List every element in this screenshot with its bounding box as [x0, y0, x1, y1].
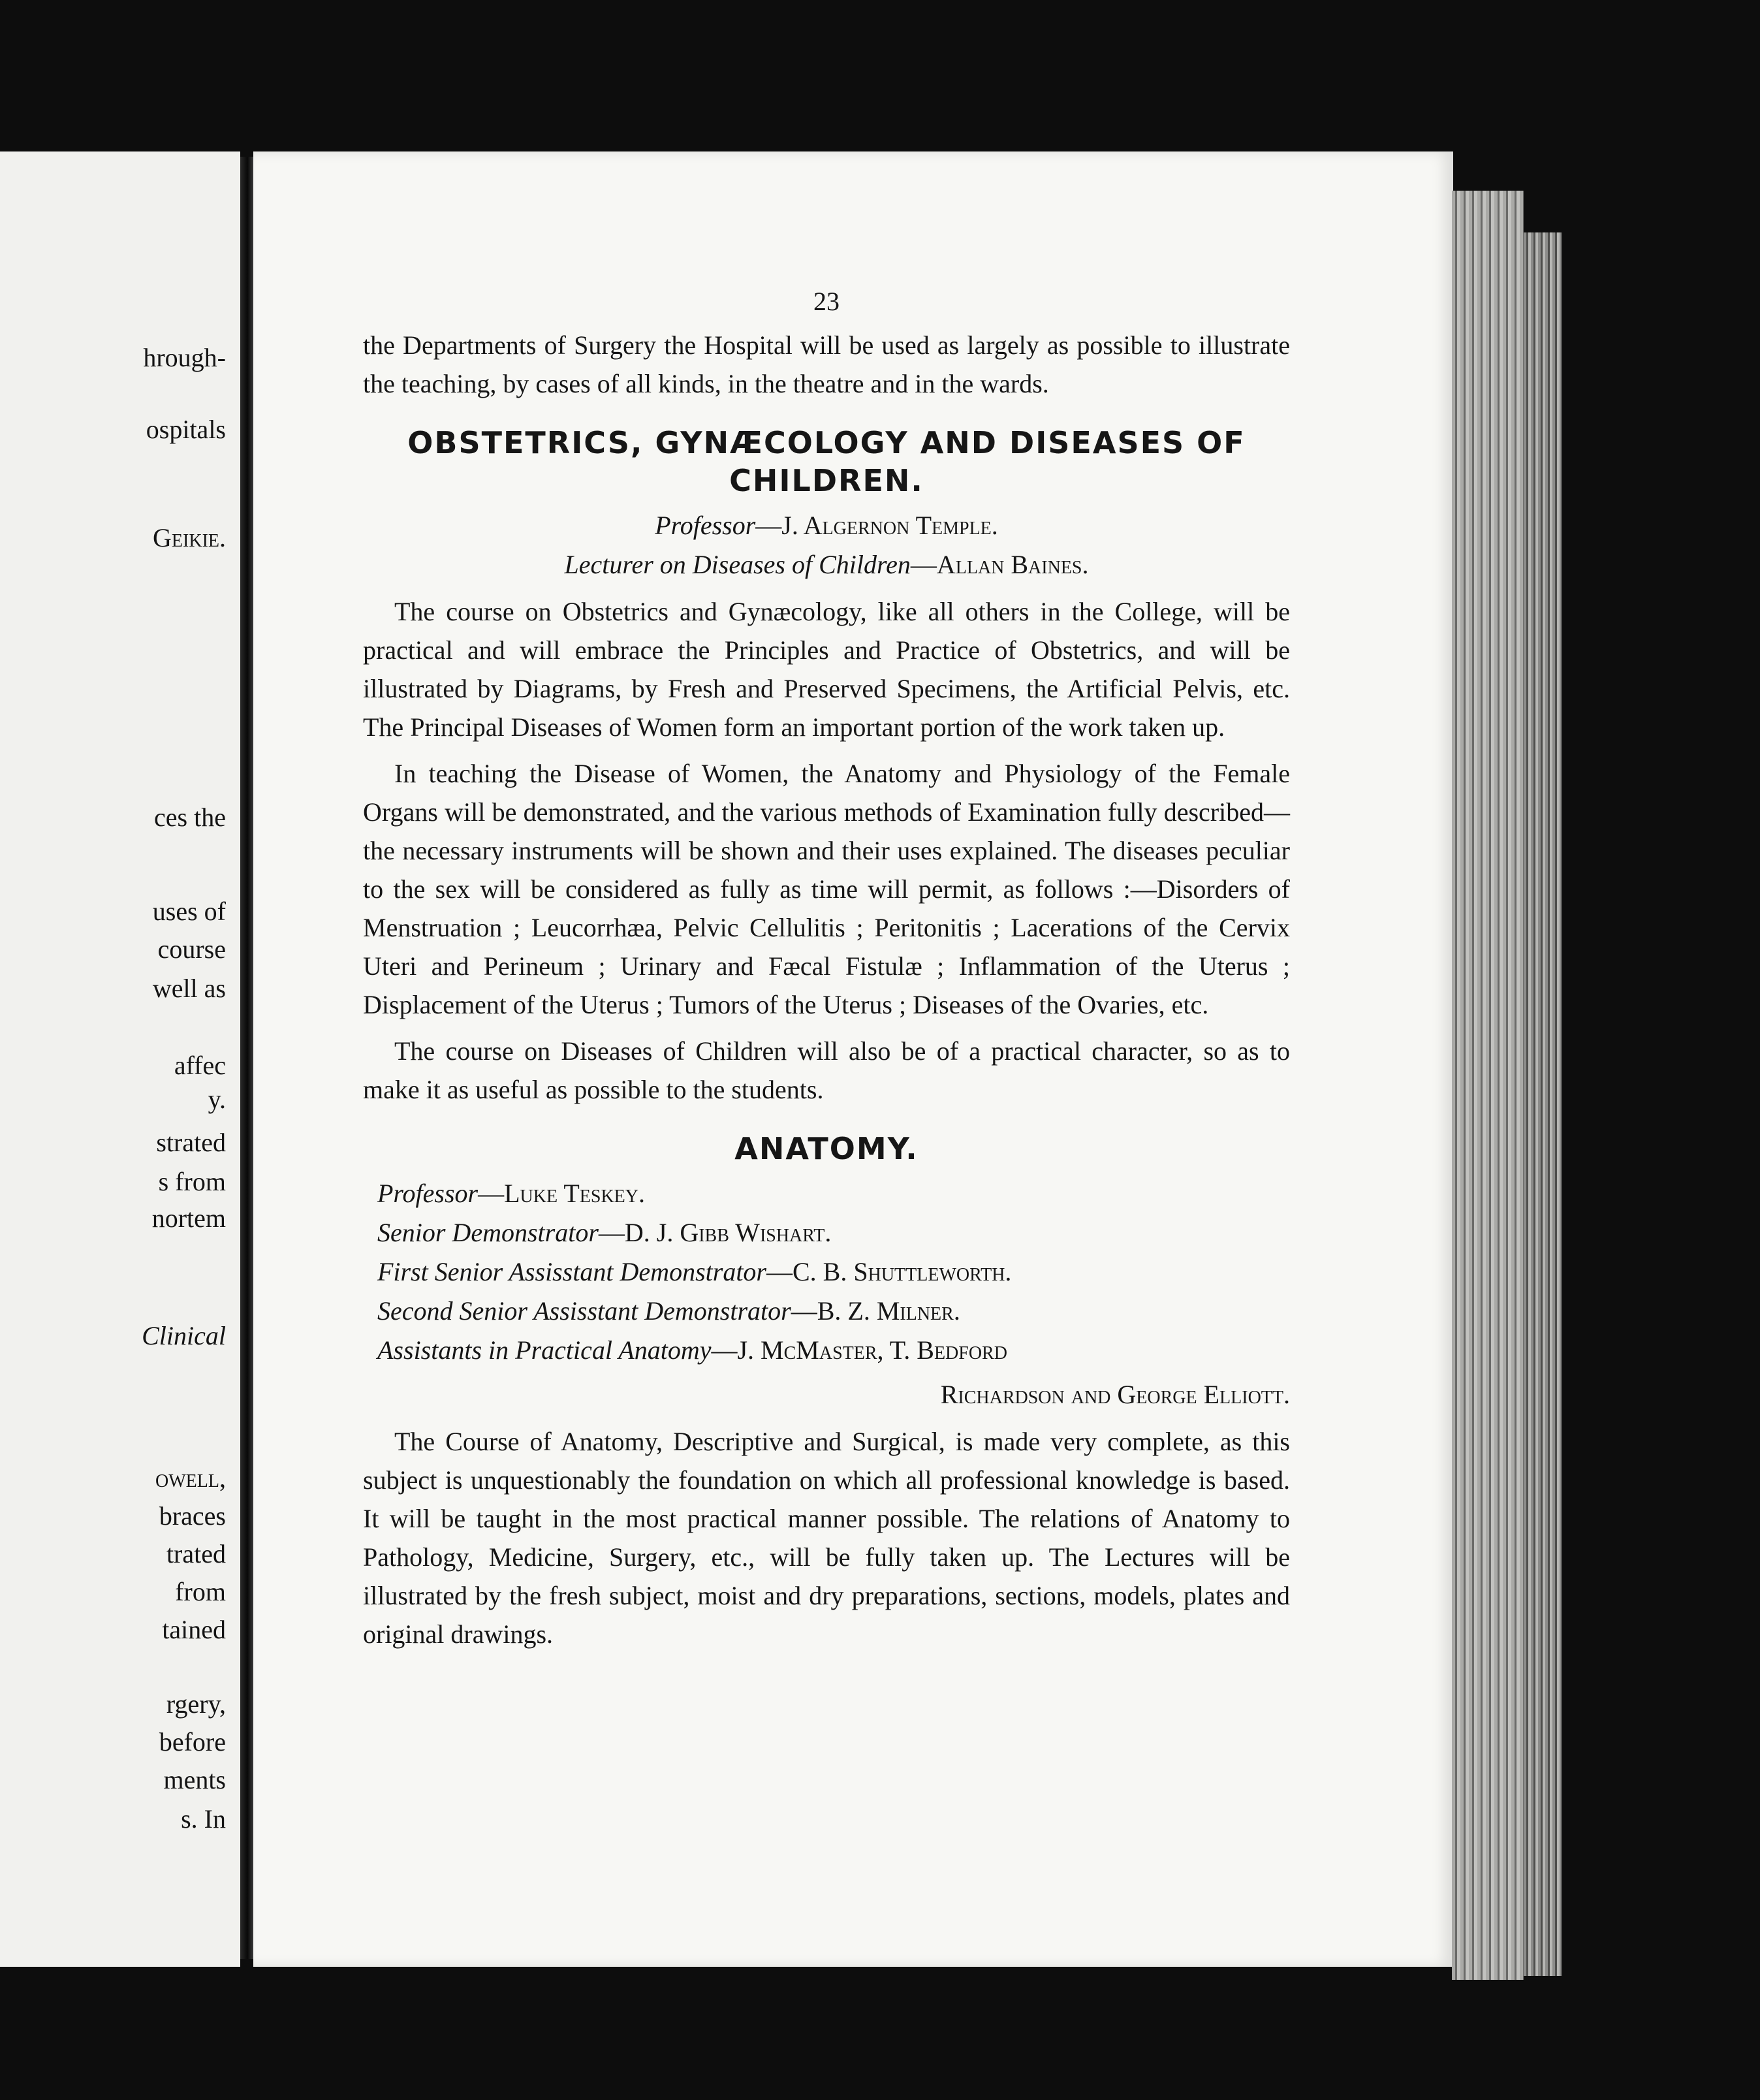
book-gutter [240, 157, 253, 1959]
staff-dash: — [711, 1335, 738, 1365]
page-block-edge-outer [1524, 232, 1562, 1976]
staff-entry [363, 1252, 1290, 1292]
obstetrics-paragraph: The course on Obstetrics and Gynæcology, like all others in the College, will be practical and will embrace the Principles and Practice of Obstetrics, and will be illustrated by Diagrams, by Fresh and Preserved Specimens, the Artificial Pelvis, etc. The Principal Diseases of Women form an important portion of the work taken up. [363, 597, 1290, 742]
anatomy-staff-list [363, 1174, 1290, 1370]
staff-dash: — [598, 1218, 625, 1247]
page-block-edge [1452, 191, 1524, 1980]
staff-dash: — [766, 1257, 793, 1286]
left-page-line: nortem [151, 1203, 226, 1233]
intro-paragraph: the Departments of Surgery the Hospital will be used as largely as possible to illustrate the teaching, by cases of all kinds, in the theatre and in the wards. [363, 330, 1290, 398]
left-page-line: trated [166, 1539, 226, 1568]
left-page-line: s. In [181, 1804, 226, 1834]
staff-role: Professor [377, 1179, 479, 1208]
staff-name: C. B. Shuttleworth. [793, 1257, 1012, 1286]
left-page-line: Geikie. [153, 523, 226, 552]
left-page-line: course [157, 934, 226, 964]
staff-role: Lecturer on Diseases of Children [564, 550, 911, 579]
staff-entry [363, 506, 1290, 545]
obstetrics-body [363, 592, 1290, 1109]
left-page-line: braces [159, 1501, 226, 1531]
staff-entry [363, 1174, 1290, 1213]
staff-role: Senior Demonstrator [377, 1218, 599, 1247]
right-page [253, 151, 1453, 1967]
staff-dash: — [910, 550, 937, 579]
left-page-line: Clinical [142, 1321, 226, 1350]
staff-role: First Senior Assisstant Demonstrator [377, 1257, 766, 1286]
left-page-line: y. [208, 1085, 226, 1114]
staff-entry [363, 1213, 1290, 1252]
staff-dash: — [478, 1179, 505, 1208]
staff-entry [363, 545, 1290, 584]
anatomy-paragraph: The Course of Anatomy, Descriptive and Surgical, is made very complete, as this subject is unquestionably the foundation on which all professional knowledge is based. It will be taught in the most practical manner possible. The relations of Anatomy to Pathology, Medicine, Surgery, etc., will be fully taken up. The Lectures will be illustrated by the fresh subject, moist and dry preparations, sections, models, plates and original drawings. [363, 1427, 1290, 1649]
staff-name: J. McMaster, T. Bedford [737, 1335, 1007, 1365]
staff-role: Professor [655, 511, 756, 540]
left-page-line: owell, [155, 1463, 226, 1493]
anatomy-staff-continuation: Richardson and George Elliott. [940, 1380, 1290, 1409]
page-number: 23 [813, 287, 840, 316]
page-content [363, 282, 1290, 1653]
staff-name: Luke Teskey. [504, 1179, 646, 1208]
staff-dash: — [791, 1296, 817, 1326]
staff-name: J. Algernon Temple. [781, 511, 998, 540]
left-facing-page [0, 151, 240, 1967]
left-page-line: before [159, 1727, 226, 1757]
left-page-line: tained [162, 1615, 226, 1644]
staff-name: B. Z. Milner. [817, 1296, 960, 1326]
anatomy-heading: ANATOMY. [734, 1131, 919, 1166]
left-page-line: uses of [152, 897, 226, 926]
left-page-line: hrough- [143, 343, 226, 372]
left-page-line: rgery, [166, 1689, 226, 1719]
staff-entry [363, 1292, 1290, 1331]
obstetrics-paragraph: The course on Diseases of Children will also be of a practical character, so as to make it as useful as possible to the students. [363, 1036, 1290, 1104]
staff-role: Assistants in Practical Anatomy [377, 1335, 712, 1365]
left-page-line: from [175, 1577, 226, 1606]
left-page-line: ments [163, 1765, 226, 1794]
anatomy-body [363, 1422, 1290, 1653]
left-page-line: affec [174, 1051, 226, 1080]
obstetrics-paragraph: In teaching the Disease of Women, the Anatomy and Physiology of the Female Organs will be demonstrated, and the various methods of Examination fully described—the necessary instruments will be shown and their uses explained. The diseases peculiar to the sex will be considered as fully as time will permit, as follows :—Disorders of Menstruation ; Leucorrhæa, Pelvic Cellulitis ; Peritonitis ; Lacerations of the Cervix Uteri and Perineum ; Urinary and Fæcal Fistulæ ; Inflammation of the Uterus ; Displacement of the Uterus ; Tumors of the Uterus ; Diseases of the Ovaries, etc. [363, 759, 1290, 1019]
obstetrics-heading: OBSTETRICS, GYNÆCOLOGY AND DISEASES OF CHILDREN. [407, 425, 1246, 498]
left-page-line: s from [158, 1167, 226, 1196]
left-page-line: ospitals [146, 415, 226, 444]
staff-role: Second Senior Assisstant Demonstrator [377, 1296, 791, 1326]
staff-dash: — [755, 511, 782, 540]
left-page-line: ces the [154, 803, 226, 832]
staff-entry [363, 1331, 1290, 1370]
staff-name: Allan Baines. [936, 550, 1089, 579]
staff-name: D. J. Gibb Wishart. [624, 1218, 832, 1247]
left-page-line: strated [156, 1128, 226, 1157]
left-page-line: well as [152, 974, 226, 1003]
obstetrics-staff-list [363, 506, 1290, 584]
